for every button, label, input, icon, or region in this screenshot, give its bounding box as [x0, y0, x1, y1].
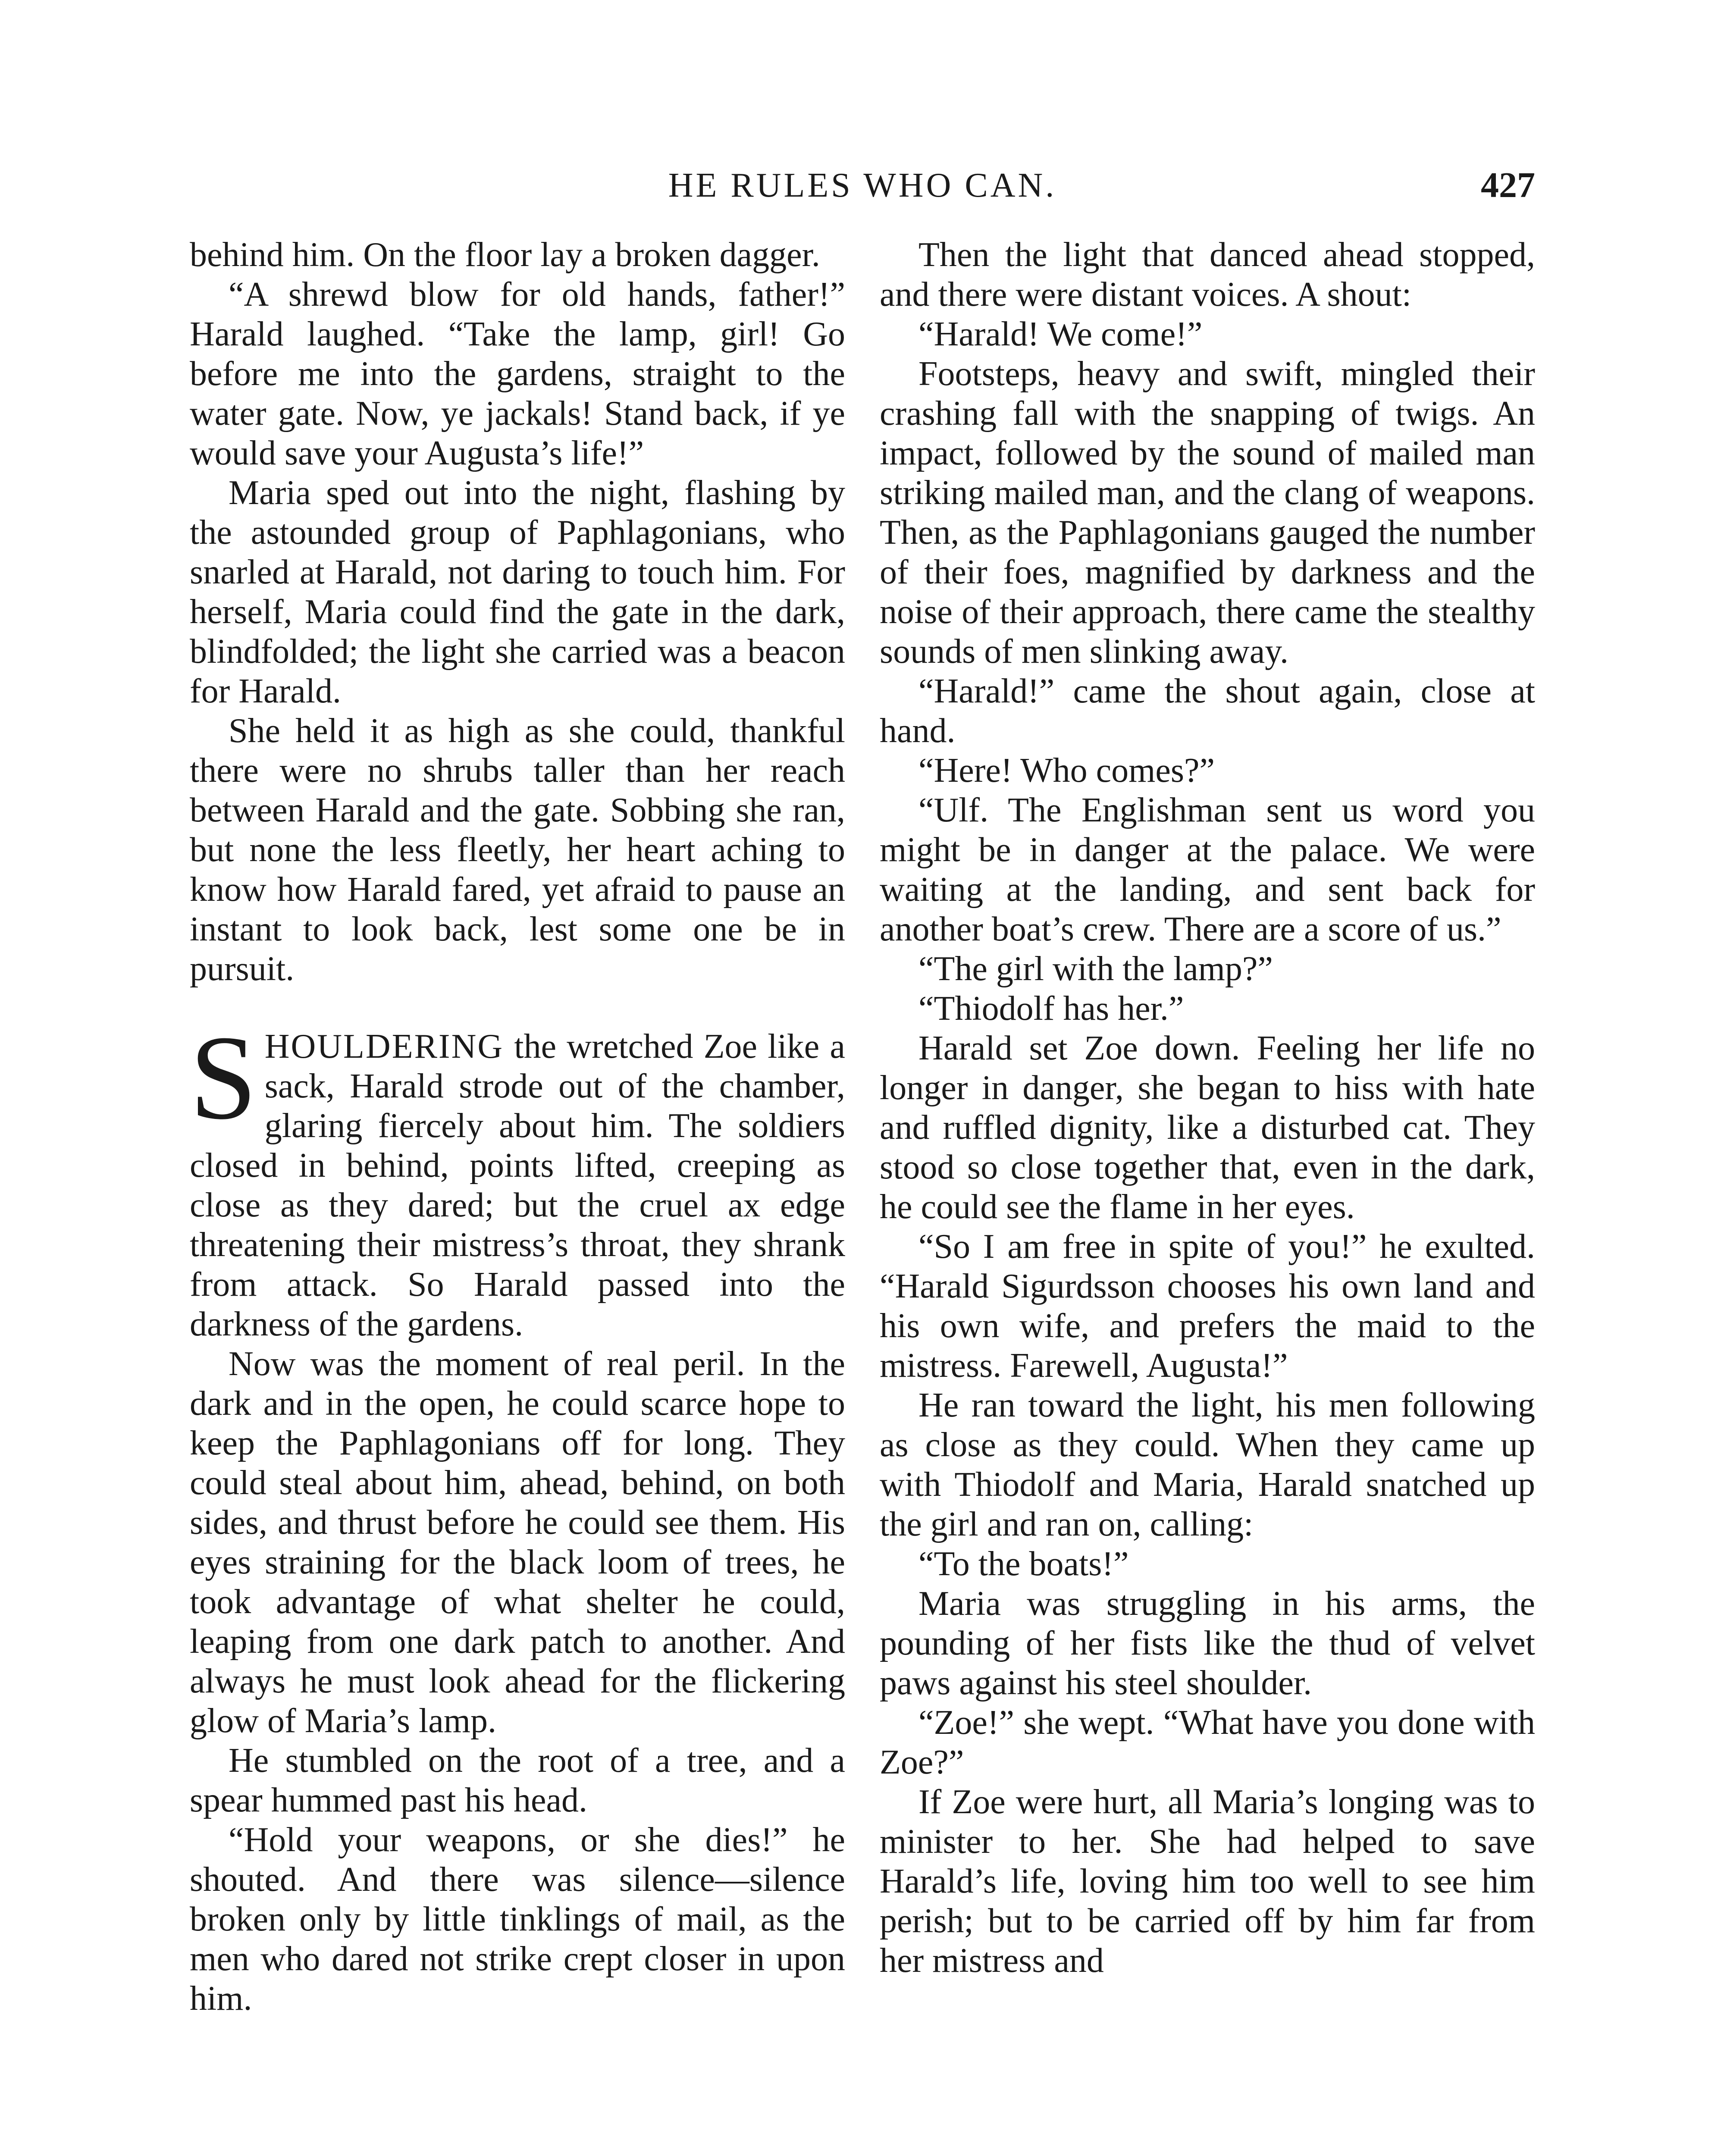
paragraph: He stumbled on the root of a tree, and a spear hummed past his head. [190, 1742, 845, 1819]
small-caps-lead: HOULDERING [264, 1028, 504, 1065]
drop-cap: S [190, 1010, 257, 1144]
section-opening-paragraph [190, 1010, 845, 1344]
page-header [190, 160, 1535, 211]
paragraph: Now was the moment of real peril. In the dark and in the open, he could scarce hope to keep the Paphlagonians off for long. They could steal about him, ahead, behind, on both sides, and thrust before he could see them. His eyes straining for the black loom of trees, he took advantage of what shelter he could, leaping from one dark patch to another. And always he must look ahead for the flickering glow of Maria’s lamp. [190, 1345, 845, 1740]
paragraph: He ran toward the light, his men following as close as they could. When they came up with Thiodolf and Maria, Harald snatched up the girl and ran on, calling: [880, 1386, 1535, 1543]
paragraph: If Zoe were hurt, all Maria’s longing was to minister to her. She had helped to save Harald’s life, loving him too well to see him perish; but to be carried off by him far from her mistress and [880, 1783, 1535, 1980]
paragraph: “A shrewd blow for old hands, father!” Harald laughed. “Take the lamp, girl! Go before me into the gardens, straight to the water gate. Now, ye jackals! Stand back, if ye would save your Augusta’s life!” [190, 276, 845, 472]
paragraph: “So I am free in spite of you!” he exulted. “Harald Sigurdsson chooses his own land and his own wife, and prefers the maid to the mistress. Farewell, Augusta!” [880, 1228, 1535, 1385]
paragraph-text: the wretched Zoe like a sack, Harald strode out of the chamber, glaring fiercely about him. The soldiers closed in behind, points lifted, creeping as close as they dared; but the cruel ax edge threatening their mistress’s throat, they shrank from attack. So Harald passed into the darkness of the gardens. [190, 1028, 845, 1343]
paragraph: “Harald!” came the shout again, close at hand. [880, 672, 1535, 750]
paragraph: “The girl with the lamp?” [918, 950, 1273, 988]
paragraph: “Ulf. The Englishman sent us word you might be in danger at the palace. We were waiting at the landing, and sent back for another boat’s crew. There are a score of us.” [880, 791, 1535, 948]
paragraph: Then the light that danced ahead stopped, and there were distant voices. A shout: [880, 236, 1535, 313]
paragraph: She held it as high as she could, thankful there were no shrubs taller than her reach between Harald and the gate. Sobbing she ran, but none the less fleetly, her heart aching to know how Harald fared, yet afraid to pause an instant to look back, lest some one be in pursuit. [190, 712, 845, 988]
paragraph: “Thiodolf has her.” [918, 990, 1184, 1028]
running-head: HE RULES WHO CAN. [668, 166, 1057, 204]
paragraph: “Zoe!” she wept. “What have you done with Zoe?” [880, 1704, 1535, 1781]
paragraph: “To the boats!” [918, 1545, 1129, 1583]
paragraph: Maria was struggling in his arms, the pounding of her fists like the thud of velvet paws against his steel shoulder. [880, 1585, 1535, 1702]
left-column [190, 235, 845, 2018]
paragraph: Maria sped out into the night, flashing by the astounded group of Paphlagonians, who snarled at Harald, not daring to touch him. For herself, Maria could find the gate in the dark, blindfolded; the light she carried was a beacon for Harald. [190, 474, 845, 710]
page-number: 427 [1481, 165, 1535, 205]
paragraph: behind him. On the floor lay a broken dagger. [190, 236, 820, 274]
paragraph: Footsteps, heavy and swift, mingled their crashing fall with the snapping of twigs. An impact, followed by the sound of mailed man striking mailed man, and the clang of weapons. Then, as the Paphlagonians gauged the number of their foes, magnified by darkness and the noise of their approach, there came the stealthy sounds of men slinking away. [880, 355, 1535, 671]
paragraph: “Hold your weapons, or she dies!” he shouted. And there was silence—silence broken only by little tinklings of mail, as the men who dared not strike crept closer in upon him. [190, 1821, 845, 2018]
right-column [880, 235, 1535, 1981]
paragraph: Harald set Zoe down. Feeling her life no longer in danger, she began to hiss with hate and ruffled dignity, like a disturbed cat. They stood so close together that, even in the dark, he could see the flame in her eyes. [880, 1029, 1535, 1226]
paragraph: “Here! Who comes?” [918, 752, 1215, 790]
paragraph: “Harald! We come!” [918, 315, 1203, 353]
